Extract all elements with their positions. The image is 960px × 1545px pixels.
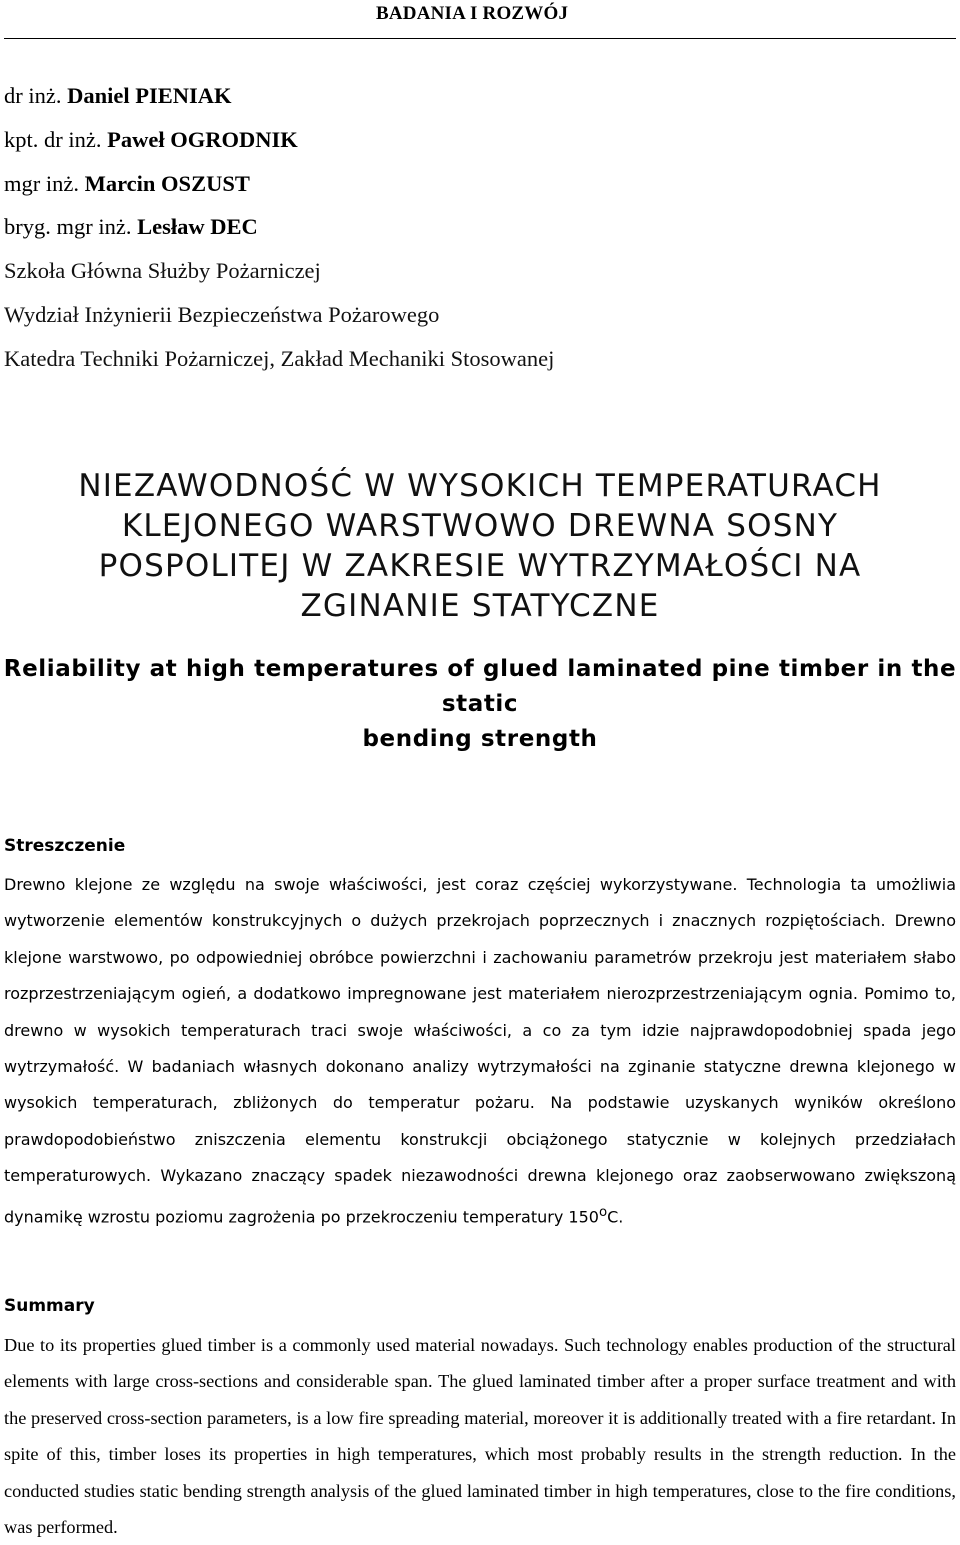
title-pl-line: NIEZAWODNOŚĆ W WYSOKICH TEMPERATURACH [78,468,882,504]
affiliation-faculty: Wydział Inżynierii Bezpieczeństwa Pożarowego [4,301,440,327]
summary-body: Due to its properties glued timber is a commonly used material nowadays. Such technology enables production of the structural elements with large cross-sections and considerable span. The glued laminated timber after a proper surface treatment and with the preserved cross-section parameters, is a low fire spreading material, moreover it is additionally treated with a fire retardant. In spite of this, timber loses its properties in high temperatures, which most probably results in the strength reduction. In the conducted studies static bending strength analysis of the glued laminated timber in high temperatures, close to the fire conditions, was performed. [4,1335,956,1538]
author-name: Paweł OGRODNIK [107,126,298,152]
author-2 [4,118,554,162]
title-en-line: Reliability at high temperatures of glued laminated pine timber in the static [3,656,957,717]
author-title: bryg. mgr inż. [4,214,132,240]
title-pl-line: ZGINANIE STATYCZNE [300,588,660,624]
title-pl-line: KLEJONEGO WARSTWOWO DREWNA SOSNY [121,508,839,544]
author-1 [4,74,554,118]
title-english [0,652,960,757]
author-title: mgr inż. [4,170,79,196]
title-polish [0,466,960,626]
author-block [4,74,554,381]
affiliation-department: Katedra Techniki Pożarniczej, Zakład Mechaniki Stosowanej [4,345,555,371]
author-name: Daniel PIENIAK [67,83,232,108]
summary-heading: Summary [4,1296,95,1316]
title-pl-line: POSPOLITEJ W ZAKRESIE WYTRZYMAŁOŚCI NA [98,548,862,584]
abstract-heading: Streszczenie [4,836,126,856]
section-label: BADANIA I ROZWÓJ [376,3,569,24]
abstract-body [4,867,956,1235]
author-title: kpt. dr inż. [4,126,102,152]
author-title: dr inż. [4,83,62,108]
author-3 [4,162,554,206]
affiliation-school: Szkoła Główna Służby Pożarniczej [4,258,321,284]
author-4 [4,205,554,249]
author-name: Lesław DEC [137,214,258,240]
abstract-text: Drewno klejone ze względu na swoje właściwości, jest coraz częściej wykorzystywane. Technologia ta umożliwia wytworzenie elementów konstrukcyjnych o dużych przekrojach poprzecznych i znacznych rozpiętościach. Drewno klejone warstwowo, po odpowiedniej obróbce powierzchni i zachowaniu parametrów przekroju jest materiałem słabo rozprzestrzeniającym ogień, a dodatkowo impregnowane jest materiałem nierozprzestrzeniającym ognia. Pomimo to, drewno w wysokich temperaturach traci swoje właściwości, a co za tym idzie najprawdopodobniej spada jego wytrzymałość. W badaniach własnych dokonano analizy wytrzymałości na zginanie statyczne drewna klejonego w wysokich temperaturach, zbliżonych do temperatur pożaru. Na podstawie uzyskanych wyników określono prawdopodobieństwo zniszczenia elementu konstrukcji obciążonego statycznie w kolejnych przedziałach temperaturowych. Wykazano znaczący spadek niezawodności drewna klejonego oraz zaobserwowano zwiększoną dynamikę wzrostu poziomu zagrożenia po przekroczeniu temperatury 150 [4,875,956,1226]
temperature-unit: C. [607,1206,624,1226]
author-name: Marcin OSZUST [84,170,250,196]
abstract-english [4,1296,956,1545]
header-rule [4,38,956,39]
degree-superscript: o [598,1204,608,1220]
running-header [0,0,960,40]
title-en-line: bending strength [362,726,598,752]
abstract-polish [4,836,956,1235]
